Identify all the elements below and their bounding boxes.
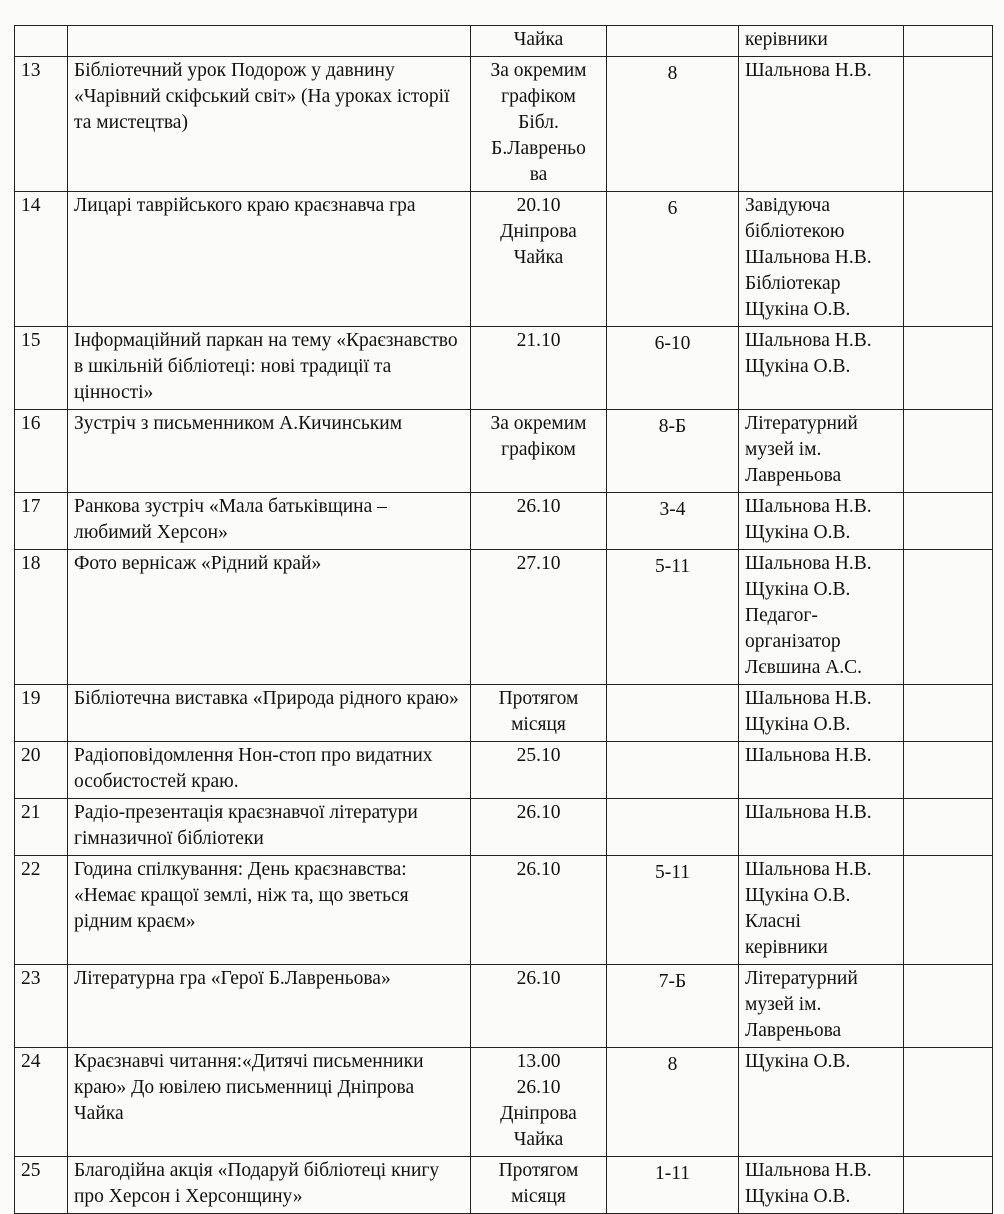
cell-date: 25.10 [471,742,607,799]
table-row [15,685,993,742]
cell-date: Протягом місяця [471,685,607,742]
cell-grade: 3-4 [607,493,739,550]
cell-number: 24 [15,1048,68,1157]
cell-note [904,26,993,57]
cell-responsible: Шальнова Н.В. Щукіна О.В. Класні керівники [739,856,904,965]
table-row [15,327,993,410]
cell-responsible: керівники [739,26,904,57]
cell-number: 13 [15,57,68,192]
cell-note [904,799,993,856]
cell-date: Чайка [471,26,607,57]
cell-grade: 5-11 [607,550,739,685]
cell-event [68,26,471,57]
cell-event: Благодійна акція «Подаруй бібліотеці книгу про Херсон і Херсонщину» [68,1157,471,1214]
cell-responsible: Шальнова Н.В. [739,742,904,799]
cell-date: 21.10 [471,327,607,410]
cell-number [15,26,68,57]
table-row [15,965,993,1048]
cell-number: 17 [15,493,68,550]
cell-grade [607,742,739,799]
cell-event: Бібліотечний урок Подорож у давнину «Чарівний скіфський світ» (На уроках історії та мистецтва) [68,57,471,192]
table-row [15,742,993,799]
cell-note [904,192,993,327]
table-row [15,493,993,550]
cell-number: 22 [15,856,68,965]
table-row [15,57,993,192]
cell-note [904,410,993,493]
table-row [15,410,993,493]
cell-date: 26.10 [471,493,607,550]
cell-event: Краєзнавчі читання:«Дитячі письменники краю» До ювілею письменниці Дніпрова Чайка [68,1048,471,1157]
cell-date: 27.10 [471,550,607,685]
cell-grade: 6-10 [607,327,739,410]
table-row [15,550,993,685]
cell-responsible: Шальнова Н.В. [739,57,904,192]
cell-responsible: Шальнова Н.В. Щукіна О.В. [739,493,904,550]
table-row [15,192,993,327]
cell-number: 14 [15,192,68,327]
cell-note [904,493,993,550]
cell-event: Бібліотечна виставка «Природа рідного краю» [68,685,471,742]
cell-responsible: Щукіна О.В. [739,1048,904,1157]
cell-date: 20.10 Дніпрова Чайка [471,192,607,327]
cell-number: 25 [15,1157,68,1214]
cell-date: Протягом місяця [471,1157,607,1214]
table-row [15,799,993,856]
table-row-continued-header [15,26,993,57]
cell-event: Радіоповідомлення Нон-стоп про видатних особистостей краю. [68,742,471,799]
cell-event: Літературна гра «Герої Б.Лавреньова» [68,965,471,1048]
cell-date: 26.10 [471,799,607,856]
cell-note [904,1157,993,1214]
cell-note [904,1048,993,1157]
cell-responsible: Завідуюча бібліотекою Шальнова Н.В. Бібліотекар Щукіна О.В. [739,192,904,327]
cell-note [904,57,993,192]
cell-grade: 1-11 [607,1157,739,1214]
cell-date: За окремим графіком [471,410,607,493]
cell-number: 15 [15,327,68,410]
cell-event: Ранкова зустріч «Мала батьківщина – любимий Херсон» [68,493,471,550]
table-row [15,1157,993,1214]
cell-grade [607,799,739,856]
cell-grade: 8 [607,57,739,192]
cell-number: 18 [15,550,68,685]
cell-number: 19 [15,685,68,742]
cell-note [904,742,993,799]
cell-grade: 8 [607,1048,739,1157]
cell-number: 23 [15,965,68,1048]
cell-grade: 8-Б [607,410,739,493]
cell-event: Зустріч з письменником А.Кичинським [68,410,471,493]
cell-grade [607,685,739,742]
cell-date: 13.00 26.10 Дніпрова Чайка [471,1048,607,1157]
cell-event: Година спілкування: День краєзнавства: «Немає кращої землі, ніж та, що зветься рідним краєм» [68,856,471,965]
cell-event: Лицарі таврійського краю краєзнавча гра [68,192,471,327]
table-row [15,856,993,965]
cell-number: 21 [15,799,68,856]
events-table [14,25,993,1214]
cell-number: 20 [15,742,68,799]
cell-grade: 5-11 [607,856,739,965]
cell-responsible: Шальнова Н.В. Щукіна О.В. [739,685,904,742]
cell-event: Інформаційний паркан на тему «Краєзнавство в шкільній бібліотеці: нові традиції та цінності» [68,327,471,410]
cell-date: 26.10 [471,856,607,965]
cell-responsible: Шальнова Н.В. Щукіна О.В. [739,1157,904,1214]
cell-note [904,685,993,742]
cell-note [904,965,993,1048]
cell-grade [607,26,739,57]
table-row [15,1048,993,1157]
cell-grade: 6 [607,192,739,327]
cell-responsible: Літературний музей ім. Лавреньова [739,410,904,493]
cell-grade: 7-Б [607,965,739,1048]
cell-responsible: Літературний музей ім. Лавреньова [739,965,904,1048]
cell-note [904,856,993,965]
cell-event: Радіо-презентація краєзнавчої літератури гімназичної бібліотеки [68,799,471,856]
cell-responsible: Шальнова Н.В. Щукіна О.В. Педагог- організатор Лєвшина А.С. [739,550,904,685]
cell-responsible: Шальнова Н.В. [739,799,904,856]
cell-note [904,550,993,685]
cell-number: 16 [15,410,68,493]
cell-note [904,327,993,410]
cell-date: За окремим графіком Бібл. Б.Лавреньо ва [471,57,607,192]
cell-event: Фото вернісаж «Рідний край» [68,550,471,685]
cell-date: 26.10 [471,965,607,1048]
cell-responsible: Шальнова Н.В. Щукіна О.В. [739,327,904,410]
